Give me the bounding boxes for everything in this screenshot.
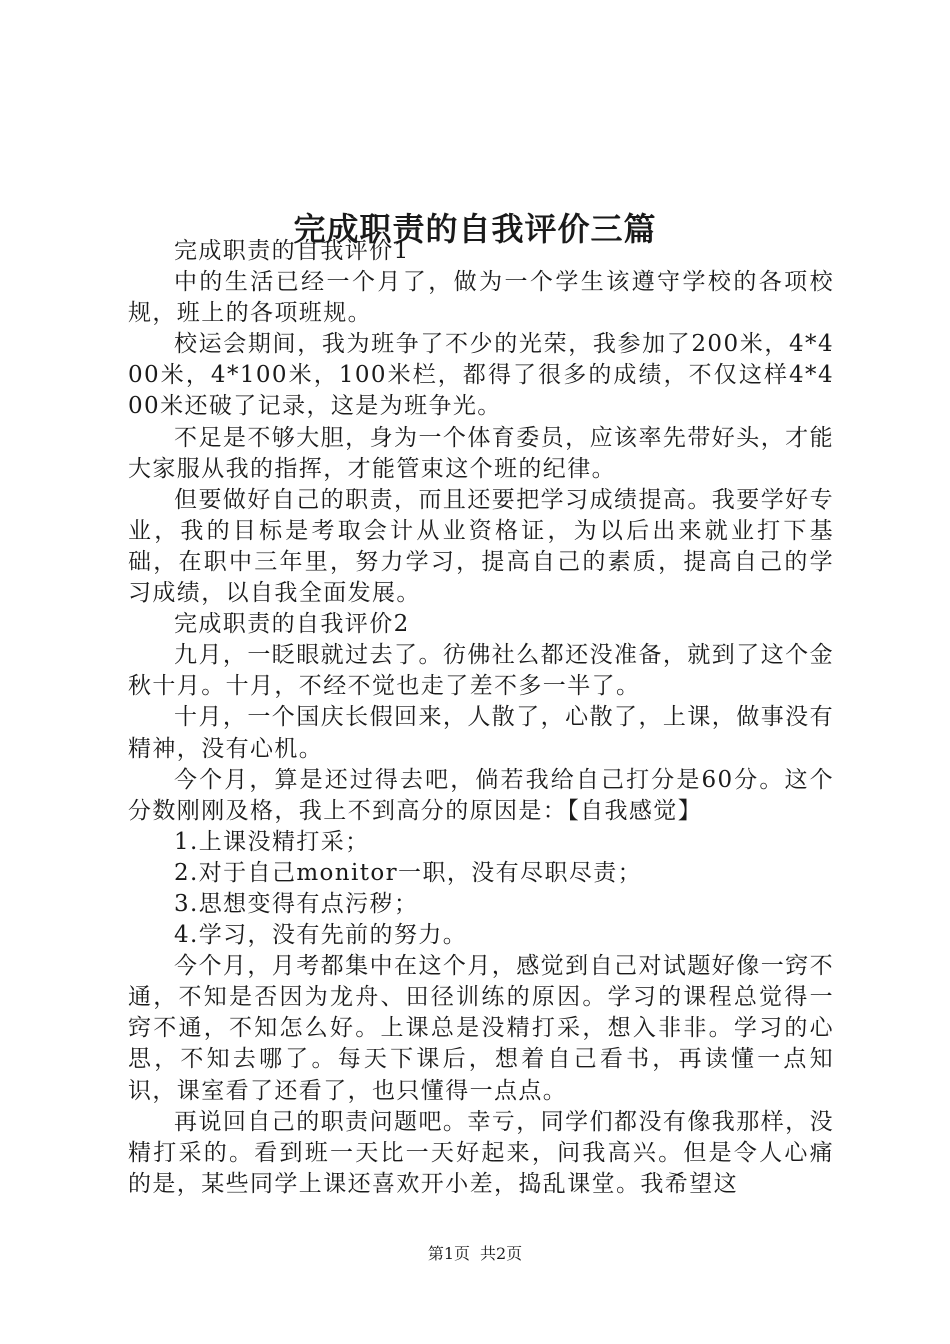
- page-footer: [0, 1243, 950, 1265]
- list-item: 2.对于自己monitor一职，没有尽职尽责；: [174, 859, 643, 886]
- page-number: 第1页: [427, 1244, 470, 1263]
- paragraph: 九月，一眨眼就过去了。彷佛社么都还没准备，就到了这个金秋十月。十月，不经不觉也走了差不多一半了。: [128, 642, 834, 700]
- page-total: 共2页: [480, 1244, 523, 1263]
- document-body: [128, 236, 834, 1200]
- paragraph: 今个月，算是还过得去吧，倘若我给自己打分是60分。这个分数刚刚及格，我上不到高分的原因是：【自我感觉】: [128, 766, 834, 824]
- paragraph: 不足是不够大胆，身为一个体育委员，应该率先带好头，才能大家服从我的指挥，才能管束这个班的纪律。: [128, 424, 834, 482]
- paragraph: 校运会期间，我为班争了不少的光荣，我参加了200米，4*400米，4*100米，100米栏，都得了很多的成绩，不仅这样4*400米还破了记录，这是为班争光。: [128, 331, 834, 420]
- list-item: 3.思想变得有点污秽；: [174, 890, 419, 917]
- list-item: 1.上课没精打采；: [174, 828, 370, 855]
- page-title: 完成职责的自我评价三篇: [293, 210, 657, 249]
- paragraph: 中的生活已经一个月了，做为一个学生该遵守学校的各项校规，班上的各项班规。: [128, 269, 834, 327]
- paragraph: 十月，一个国庆长假回来，人散了，心散了，上课，做事没有精神，没有心机。: [128, 704, 834, 762]
- section-heading-2: 完成职责的自我评价2: [174, 611, 410, 638]
- paragraph: 但要做好自己的职责，而且还要把学习成绩提高。我要学好专业，我的目标是考取会计从业资格证，为以后出来就业打下基础，在职中三年里，努力学习，提高自己的素质，提高自己的学习成绩，以自我全面发展。: [128, 486, 834, 607]
- list-item: 4.学习，没有先前的努力。: [174, 922, 468, 949]
- section-heading-1: 完成职责的自我评价1: [174, 238, 410, 264]
- paragraph: 今个月，月考都集中在这个月，感觉到自己对试题好像一窍不通，不知是否因为龙舟、田径训练的原因。学习的课程总觉得一窍不通，不知怎么好。上课总是没精打采，想入非非。学习的心思，不知去哪了。每天下课后，想着自己看书，再读懂一点知识，课室看了还看了，也只懂得一点点。: [128, 953, 834, 1104]
- paragraph: 再说回自己的职责问题吧。幸亏，同学们都没有像我那样，没精打采的。看到班一天比一天好起来，问我高兴。但是令人心痛的是，某些同学上课还喜欢开小差，捣乱课堂。我希望这: [128, 1108, 834, 1197]
